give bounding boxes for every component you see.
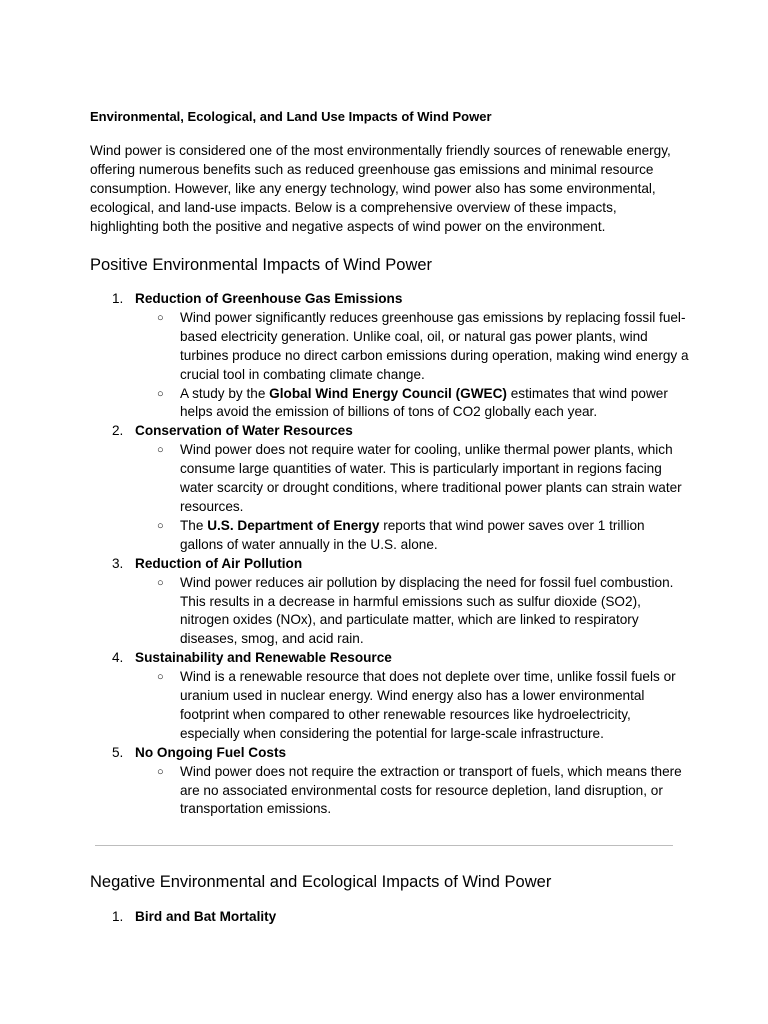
list-item-number: 1.	[112, 909, 124, 924]
list-item	[90, 555, 690, 650]
sub-bullet-item	[135, 385, 690, 423]
list-item-title: Reduction of Greenhouse Gas Emissions	[135, 291, 403, 306]
sub-bullet-list	[135, 574, 690, 650]
negative-impacts-list	[90, 908, 690, 927]
hollow-circle-bullet-icon: ○	[157, 765, 164, 778]
list-item-number: 1.	[112, 291, 124, 306]
bullet-text: The	[180, 517, 208, 533]
bullet-text: Wind power reduces air pollution by displacing the need for fossil fuel combustion. This results in a decrease in harmful emissions such as sulfur dioxide (SO2), nitrogen oxides (NOx), and particulate matter, which are linked to respiratory diseases, smog, and acid rain.	[180, 574, 674, 647]
sub-bullet-list	[135, 309, 690, 422]
bullet-text: A study by the	[180, 385, 270, 401]
hollow-circle-bullet-icon: ○	[157, 311, 164, 324]
hollow-circle-bullet-icon: ○	[157, 671, 164, 684]
list-item	[90, 744, 690, 820]
list-item	[90, 908, 690, 927]
bullet-bold-text: U.S. Department of Energy	[207, 517, 380, 533]
bullet-bold-text: Global Wind Energy Council (GWEC)	[269, 385, 507, 401]
bullet-text: reports that wind power saves over 1 trillion gallons of water annually in the U.S. alone.	[180, 517, 645, 552]
bullet-text: Wind power significantly reduces greenhouse gas emissions by replacing fossil fuel-based electricity generation. Unlike coal, oil, or natural gas power plants, wind turbines produce no direct carbon emissions during operation, making wind energy a crucial tool in combating climate change.	[180, 309, 689, 382]
bullet-text: Wind is a renewable resource that does not deplete over time, unlike fossil fuels or uranium used in nuclear energy. Wind energy also has a lower environmental footprint when compared to other renewable resources like hydroelectricity, especially when considering the potential for large-scale infrastructure.	[180, 669, 676, 741]
list-item	[90, 422, 690, 554]
hollow-circle-bullet-icon: ○	[157, 576, 164, 589]
bullet-text: Wind power does not require the extraction or transport of fuels, which means there are no associated environmental costs for resource depletion, land disruption, or transportation emissions.	[180, 763, 682, 817]
list-item-number: 5.	[112, 744, 124, 760]
list-item-title: Bird and Bat Mortality	[135, 909, 277, 924]
negative-impacts-heading: Negative Environmental and Ecological Impacts of Wind Power	[90, 873, 552, 891]
sub-bullet-item	[135, 668, 690, 744]
bullet-text: estimates that wind power helps avoid the emission of billions of tons of CO2 globally each year.	[180, 385, 668, 420]
list-item	[90, 290, 690, 422]
sub-bullet-list	[135, 668, 690, 744]
list-item-number: 3.	[112, 555, 124, 571]
sub-bullet-list	[135, 441, 690, 554]
bullet-text: Wind power does not require water for cooling, unlike thermal power plants, which consume large quantities of water. This is particularly important in regions facing water scarcity or drought conditions, where traditional power plants can strain water resources.	[180, 442, 682, 514]
sub-bullet-item	[135, 517, 690, 555]
list-item-title: Sustainability and Renewable Resource	[135, 650, 392, 666]
list-item-number: 4.	[112, 650, 124, 666]
positive-impacts-list	[90, 290, 690, 819]
list-item-title: No Ongoing Fuel Costs	[135, 744, 287, 760]
sub-bullet-list	[135, 763, 690, 820]
sub-bullet-item	[135, 574, 690, 650]
sub-bullet-item	[135, 441, 690, 517]
sub-bullet-item	[135, 309, 690, 385]
list-item-number: 2.	[112, 423, 124, 439]
hollow-circle-bullet-icon: ○	[157, 387, 164, 400]
section-divider	[95, 845, 673, 846]
positive-impacts-heading: Positive Environmental Impacts of Wind Power	[90, 256, 433, 274]
hollow-circle-bullet-icon: ○	[157, 519, 164, 532]
document-title: Environmental, Ecological, and Land Use Impacts of Wind Power	[90, 109, 492, 124]
sub-bullet-item	[135, 763, 690, 820]
intro-paragraph: Wind power is considered one of the most environmentally friendly sources of renewable energy, offering numerous benefits such as reduced greenhouse gas emissions and minimal resource consumption. However, like any energy technology, wind power also has some environmental, ecological, and land-use impacts. Below is a comprehensive overview of these impacts, highlighting both the positive and negative aspects of wind power on the environment.	[90, 143, 671, 234]
list-item-title: Conservation of Water Resources	[135, 423, 353, 439]
hollow-circle-bullet-icon: ○	[157, 444, 164, 457]
list-item	[90, 649, 690, 744]
list-item-title: Reduction of Air Pollution	[135, 555, 303, 571]
